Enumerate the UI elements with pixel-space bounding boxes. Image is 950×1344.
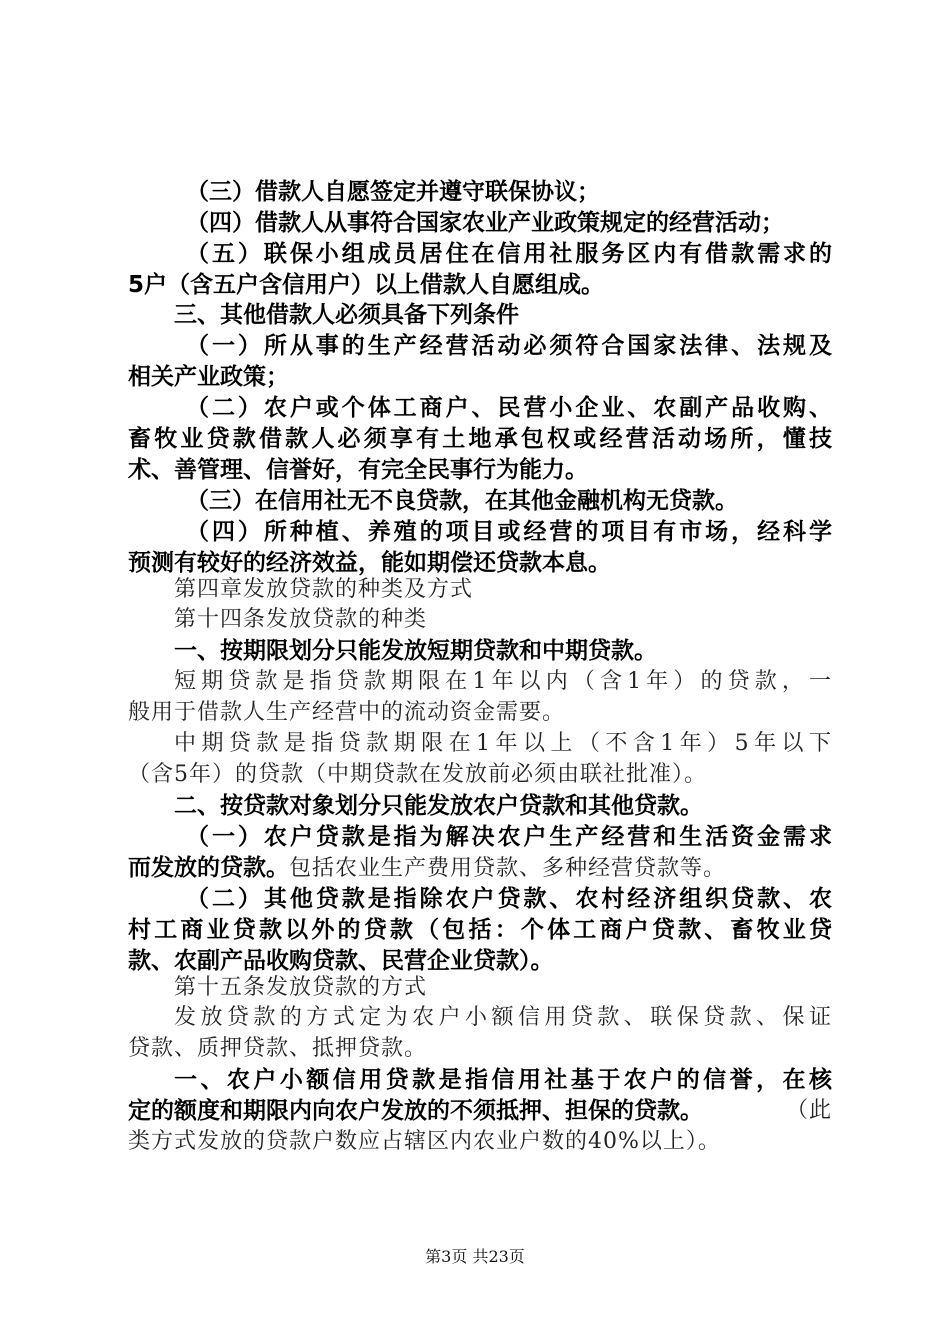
paragraph-text: 定的额度和期限内向农户发放的不须抵押、担保的贷款。	[128, 1098, 703, 1124]
paragraph-line: 类方式发放的贷款户数应占辖区内农业户数的40%以上）。	[128, 1129, 721, 1154]
paragraph-line: 术、善管理、信誉好，有完全民事行为能力。	[128, 457, 588, 483]
paragraph-line: 预测有较好的经济效益，能如期偿还贷款本息。	[128, 550, 611, 576]
paragraph-line: 般用于借款人生产经营中的流动资金需要。	[128, 700, 566, 725]
paragraph-text: 而发放的贷款。	[128, 855, 289, 881]
paragraph-line: 相关产业政策；	[128, 364, 289, 390]
paragraph-line: （一）所从事的生产经营活动必须符合国家法律、法规及	[186, 333, 832, 359]
paragraph-line: 短期贷款是指贷款期限在1年以内（含1年）的贷款，一	[174, 669, 832, 694]
article-heading: 第十四条发放贷款的种类	[174, 607, 428, 632]
paragraph-line: 一、按期限划分只能发放短期贷款和中期贷款。	[174, 638, 657, 664]
paragraph-line: 中期贷款是指贷款期限在1年以上（不含1年）5年以下	[174, 731, 832, 756]
page-footer: 第3页 共23页	[425, 1247, 525, 1266]
paragraph-line: （二）其他贷款是指除农户贷款、农村经济组织贷款、农	[186, 886, 832, 912]
paragraph-line: （四）借款人从事符合国家农业产业政策规定的经营活动；	[186, 210, 784, 236]
paragraph-line: （含5年）的贷款（中期贷款在发放前必须由联社批准）。	[128, 762, 707, 787]
paragraph-line: （三）借款人自愿签定并遵守联保协议；	[186, 179, 600, 205]
section-heading: 三、其他借款人必须具备下列条件	[174, 302, 519, 328]
chapter-heading: 第四章发放贷款的种类及方式	[174, 577, 474, 602]
paragraph-line: 款、农副产品收购贷款、民营企业贷款）。	[128, 948, 554, 974]
paragraph-line	[128, 1095, 832, 1127]
paragraph-line: 村工商业贷款以外的贷款（包括：个体工商户贷款、畜牧业贷	[128, 917, 832, 943]
paragraph-line: 二、按贷款对象划分只能发放农户贷款和其他贷款。	[174, 793, 703, 819]
paragraph-line: （二）农户或个体工商户、民营小企业、农副产品收购、	[186, 395, 832, 421]
paragraph-line: 一、农户小额信用贷款是指信用社基于农户的信誉，在核	[174, 1067, 832, 1093]
paragraph-line: （五）联保小组成员居住在信用社服务区内有借款需求的	[186, 241, 832, 267]
paragraph-text: （此	[785, 1098, 832, 1123]
article-heading: 第十五条发放贷款的方式	[174, 975, 428, 1000]
paragraph-text: 包括农业生产费用贷款、多种经营贷款等。	[289, 856, 727, 881]
paragraph-line: 发放贷款的方式定为农户小额信用贷款、联保贷款、保证	[174, 1005, 832, 1030]
paragraph-line: 贷款、质押贷款、抵押贷款。	[128, 1036, 428, 1061]
paragraph-line: （一）农户贷款是指为解决农户生产经营和生活资金需求	[186, 824, 832, 850]
paragraph-line: （三）在信用社无不良贷款，在其他金融机构无贷款。	[186, 488, 738, 514]
paragraph-line: 畜牧业贷款借款人必须享有土地承包权或经营活动场所，懂技	[128, 426, 832, 452]
paragraph-line: 5户（含五户含信用户）以上借款人自愿组成。	[128, 272, 605, 298]
paragraph-line	[128, 852, 832, 884]
paragraph-line: （四）所种植、养殖的项目或经营的项目有市场，经科学	[186, 519, 832, 545]
